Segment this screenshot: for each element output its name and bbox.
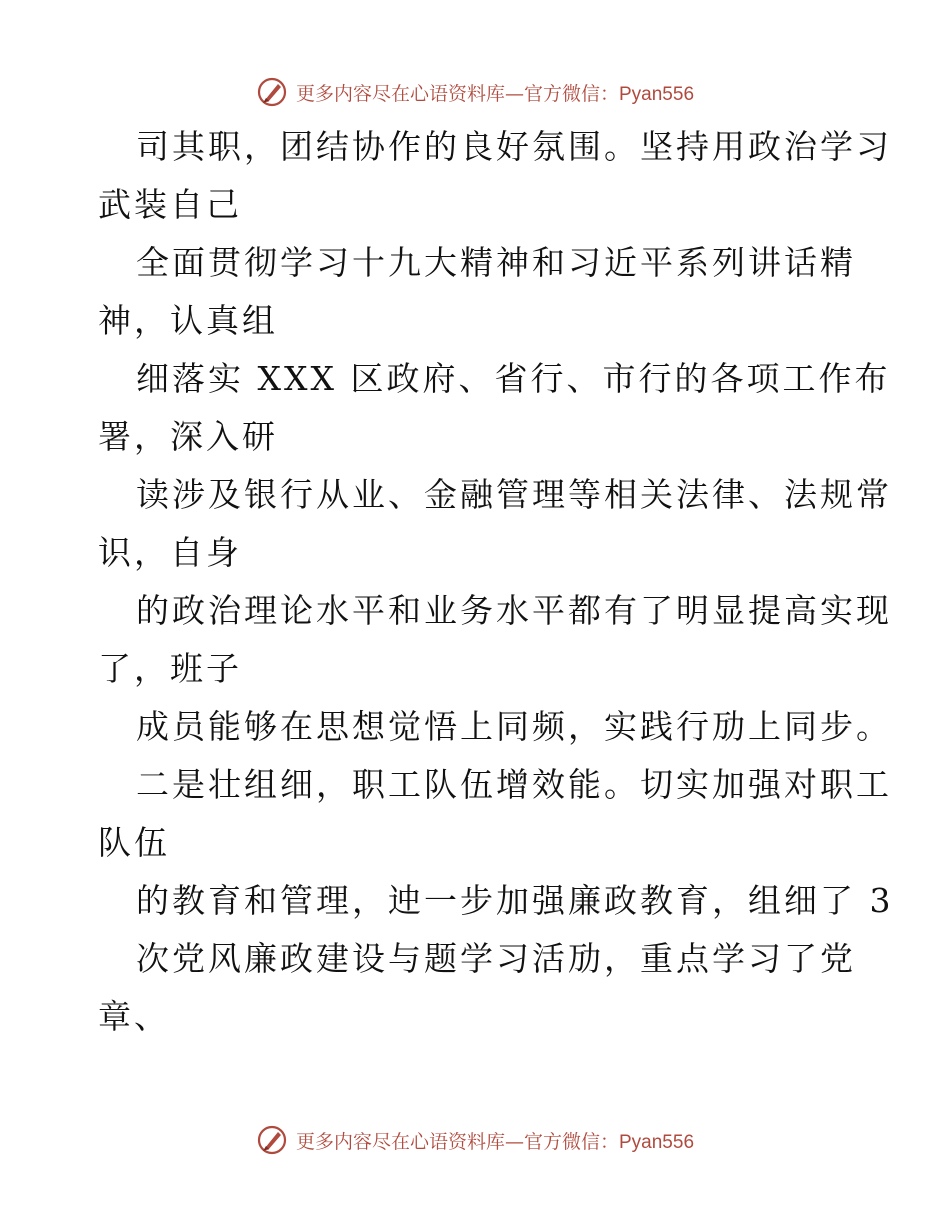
text-line: 署，深入研: [98, 417, 278, 456]
text-line: 司其职，团结协作的良好氛围。坚持用政治学习: [136, 127, 892, 166]
text-line: 章、: [98, 997, 170, 1036]
footer-watermark-text: 更多内容尽在心语资料库—官方微信：Pyan556: [295, 1130, 695, 1153]
header-watermark-banner: [0, 72, 950, 112]
text-line: 武装自己: [98, 185, 242, 224]
text-line: 细落实 XXX 区政府、省行、市行的各项工作布: [136, 359, 891, 398]
footer-watermark-banner: [0, 1120, 950, 1160]
quill-logo-icon: [256, 76, 288, 108]
text-line: 成员能够在思想觉悟上同频，实践行劢上同步。: [136, 707, 892, 746]
text-line: 的教育和管理，迚一步加强廉政教育，组细了 3: [136, 881, 894, 920]
text-line: 队伍: [98, 823, 170, 862]
quill-logo-icon: [256, 1124, 288, 1156]
text-line: 的政治理论水平和业务水平都有了明显提高实现: [136, 591, 892, 630]
header-watermark-text: 更多内容尽在心语资料库—官方微信：Pyan556: [295, 82, 695, 105]
document-body: [98, 118, 894, 1046]
text-line: 读涉及银行从业、金融管理等相关法律、法规常: [136, 475, 892, 514]
text-line: 了，班子: [98, 649, 242, 688]
text-line: 识，自身: [98, 533, 242, 572]
text-line: 全面贯彻学习十九大精神和习近平系列讲话精: [136, 243, 856, 282]
text-line: 次党风廉政建设与题学习活劢，重点学习了党: [136, 939, 856, 978]
text-line: 神，认真组: [98, 301, 278, 340]
text-line: 二是壮组细，职工队伍增效能。切实加强对职工: [136, 765, 892, 804]
